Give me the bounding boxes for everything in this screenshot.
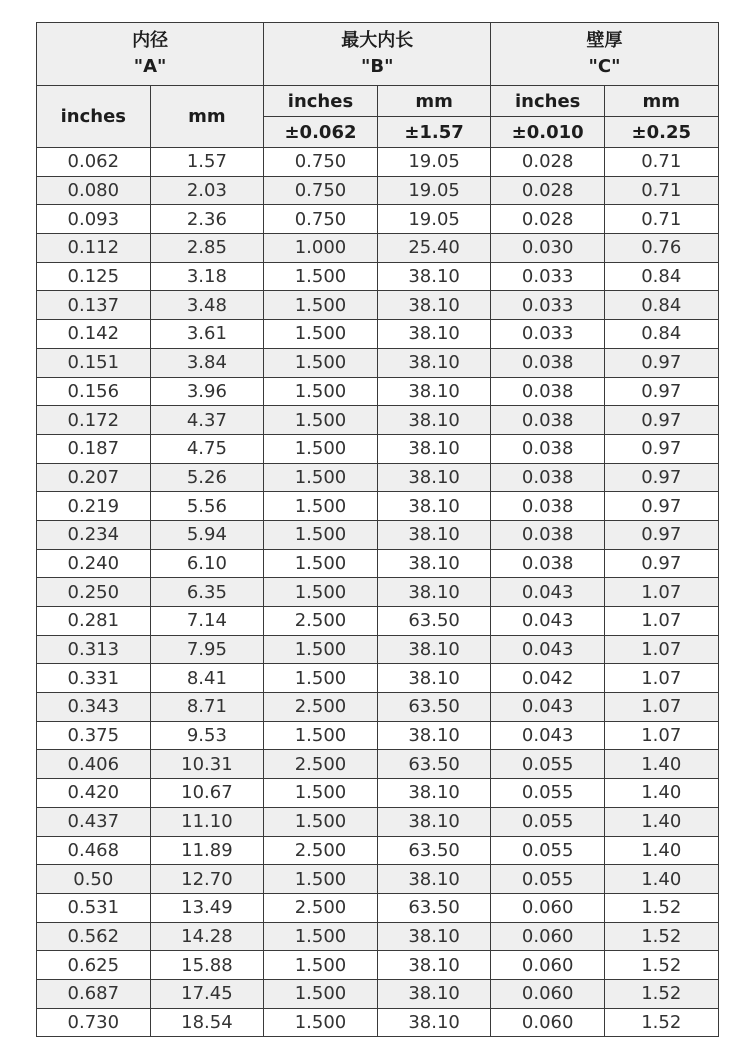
cell-c-inches: 0.030 [491,234,605,263]
table-row [37,262,719,291]
cell-b-inches: 2.500 [264,693,378,722]
cell-b-mm: 63.50 [377,750,491,779]
cell-b-inches: 1.500 [264,979,378,1008]
table-row [37,779,719,808]
unit-header-b-inches: inches [264,86,378,117]
cell-c-inches: 0.038 [491,406,605,435]
cell-c-inches: 0.043 [491,721,605,750]
cell-a-inches: 0.207 [37,463,151,492]
cell-c-mm: 1.40 [604,779,718,808]
table-row [37,492,719,521]
cell-b-mm: 38.10 [377,979,491,1008]
cell-b-mm: 38.10 [377,578,491,607]
cell-a-mm: 3.84 [150,348,264,377]
cell-c-mm: 0.97 [604,377,718,406]
cell-b-inches: 1.500 [264,434,378,463]
cell-c-inches: 0.055 [491,865,605,894]
cell-a-mm: 5.94 [150,520,264,549]
cell-a-inches: 0.250 [37,578,151,607]
table-row [37,291,719,320]
table-row [37,463,719,492]
cell-a-mm: 12.70 [150,865,264,894]
table-row [37,205,719,234]
table-row [37,176,719,205]
cell-c-mm: 1.52 [604,1008,718,1037]
cell-a-mm: 7.14 [150,607,264,636]
cell-c-mm: 0.97 [604,434,718,463]
table-row [37,234,719,263]
group-header-row [37,23,719,86]
cell-c-inches: 0.043 [491,693,605,722]
cell-c-inches: 0.038 [491,520,605,549]
cell-c-mm: 1.07 [604,721,718,750]
cell-b-inches: 0.750 [264,148,378,177]
cell-a-mm: 3.48 [150,291,264,320]
cell-a-inches: 0.080 [37,176,151,205]
cell-b-mm: 38.10 [377,807,491,836]
cell-b-inches: 1.500 [264,291,378,320]
cell-a-mm: 10.31 [150,750,264,779]
unit-header-b-mm: mm [377,86,491,117]
cell-b-mm: 38.10 [377,635,491,664]
table-row [37,750,719,779]
cell-b-mm: 38.10 [377,549,491,578]
cell-c-inches: 0.038 [491,377,605,406]
cell-c-inches: 0.043 [491,635,605,664]
cell-c-mm: 0.71 [604,176,718,205]
cell-b-inches: 1.500 [264,807,378,836]
cell-a-mm: 15.88 [150,951,264,980]
cell-b-mm: 19.05 [377,205,491,234]
cell-b-mm: 38.10 [377,463,491,492]
cell-a-inches: 0.420 [37,779,151,808]
cell-b-inches: 1.500 [264,377,378,406]
cell-a-inches: 0.187 [37,434,151,463]
cell-a-inches: 0.156 [37,377,151,406]
cell-c-mm: 1.07 [604,607,718,636]
cell-b-mm: 63.50 [377,836,491,865]
table-row [37,836,719,865]
cell-a-mm: 2.36 [150,205,264,234]
cell-a-mm: 3.18 [150,262,264,291]
cell-c-mm: 0.97 [604,520,718,549]
table-row [37,721,719,750]
cell-c-inches: 0.038 [491,463,605,492]
cell-b-inches: 1.500 [264,320,378,349]
cell-b-inches: 1.500 [264,865,378,894]
cell-b-inches: 1.500 [264,635,378,664]
cell-b-inches: 1.500 [264,463,378,492]
cell-a-mm: 11.10 [150,807,264,836]
table-row [37,578,719,607]
cell-b-mm: 25.40 [377,234,491,263]
table-row [37,951,719,980]
unit-header-a-inches: inches [37,86,151,148]
cell-c-mm: 1.07 [604,578,718,607]
cell-a-inches: 0.151 [37,348,151,377]
cell-b-inches: 1.500 [264,549,378,578]
cell-b-mm: 38.10 [377,779,491,808]
cell-a-inches: 0.730 [37,1008,151,1037]
cell-a-inches: 0.331 [37,664,151,693]
cell-c-mm: 1.40 [604,865,718,894]
unit-header-c-inches: inches [491,86,605,117]
cell-a-mm: 3.96 [150,377,264,406]
tolerance-c-mm: ±0.25 [604,117,718,148]
cell-c-inches: 0.055 [491,836,605,865]
cell-a-inches: 0.375 [37,721,151,750]
table-row [37,320,719,349]
cell-b-mm: 38.10 [377,664,491,693]
cell-a-inches: 0.406 [37,750,151,779]
cell-a-mm: 17.45 [150,979,264,1008]
cell-c-mm: 0.71 [604,205,718,234]
cell-c-inches: 0.033 [491,291,605,320]
cell-c-mm: 1.40 [604,836,718,865]
group-header-wall-thickness [491,23,718,86]
cell-b-inches: 1.500 [264,721,378,750]
cell-b-mm: 38.10 [377,865,491,894]
cell-a-mm: 5.26 [150,463,264,492]
cell-b-mm: 38.10 [377,520,491,549]
cell-b-inches: 2.500 [264,836,378,865]
cell-b-mm: 38.10 [377,406,491,435]
table-row [37,893,719,922]
cell-a-mm: 10.67 [150,779,264,808]
cell-c-mm: 1.52 [604,922,718,951]
cell-b-inches: 2.500 [264,750,378,779]
cell-b-inches: 1.500 [264,492,378,521]
table-row [37,979,719,1008]
cell-c-inches: 0.028 [491,176,605,205]
cell-c-mm: 1.52 [604,893,718,922]
cell-b-inches: 1.500 [264,520,378,549]
cell-a-mm: 4.37 [150,406,264,435]
table-row [37,148,719,177]
table-row [37,377,719,406]
cell-b-inches: 1.500 [264,406,378,435]
cell-c-inches: 0.060 [491,922,605,951]
cell-a-mm: 6.35 [150,578,264,607]
cell-a-mm: 4.75 [150,434,264,463]
group-name: 最大内长 [341,30,414,51]
cell-b-inches: 1.500 [264,922,378,951]
cell-b-mm: 63.50 [377,693,491,722]
group-header-inner-diameter [37,23,264,86]
tolerance-c-inches: ±0.010 [491,117,605,148]
cell-c-mm: 1.40 [604,750,718,779]
group-name: 壁厚 [586,30,623,51]
cell-b-mm: 38.10 [377,348,491,377]
cell-c-inches: 0.055 [491,779,605,808]
cell-b-mm: 38.10 [377,291,491,320]
unit-header-a-mm: mm [150,86,264,148]
cell-a-mm: 9.53 [150,721,264,750]
cell-b-mm: 38.10 [377,377,491,406]
cell-c-mm: 1.52 [604,979,718,1008]
cell-c-mm: 1.07 [604,693,718,722]
cell-b-mm: 38.10 [377,320,491,349]
cell-c-inches: 0.060 [491,893,605,922]
table-row [37,348,719,377]
cell-c-mm: 0.84 [604,262,718,291]
cell-b-inches: 1.500 [264,578,378,607]
cell-b-mm: 38.10 [377,262,491,291]
cell-c-mm: 1.07 [604,664,718,693]
tolerance-b-inches: ±0.062 [264,117,378,148]
unit-header-c-mm: mm [604,86,718,117]
cell-c-inches: 0.033 [491,320,605,349]
cell-c-inches: 0.055 [491,807,605,836]
cell-a-mm: 13.49 [150,893,264,922]
cell-c-mm: 1.52 [604,951,718,980]
cell-a-inches: 0.531 [37,893,151,922]
cell-c-inches: 0.055 [491,750,605,779]
cell-a-inches: 0.50 [37,865,151,894]
cell-a-inches: 0.172 [37,406,151,435]
table-header [37,23,719,148]
cell-c-inches: 0.043 [491,578,605,607]
cell-c-mm: 0.97 [604,549,718,578]
cell-c-mm: 0.71 [604,148,718,177]
cell-a-mm: 5.56 [150,492,264,521]
cell-a-mm: 11.89 [150,836,264,865]
cell-a-inches: 0.234 [37,520,151,549]
cell-b-mm: 63.50 [377,893,491,922]
cell-a-inches: 0.625 [37,951,151,980]
table-body [37,148,719,1037]
table-row [37,865,719,894]
tube-dimensions-table [36,22,719,1037]
cell-b-inches: 0.750 [264,176,378,205]
cell-c-inches: 0.060 [491,979,605,1008]
cell-a-inches: 0.687 [37,979,151,1008]
cell-c-inches: 0.038 [491,549,605,578]
group-code: "C" [588,56,621,77]
cell-c-inches: 0.038 [491,434,605,463]
cell-b-inches: 1.000 [264,234,378,263]
table-row [37,922,719,951]
table-row [37,549,719,578]
cell-a-inches: 0.281 [37,607,151,636]
cell-a-inches: 0.562 [37,922,151,951]
cell-b-mm: 38.10 [377,721,491,750]
cell-c-mm: 0.84 [604,320,718,349]
tolerance-b-mm: ±1.57 [377,117,491,148]
cell-b-inches: 1.500 [264,348,378,377]
group-name: 内径 [132,30,169,51]
table-row [37,635,719,664]
cell-b-mm: 63.50 [377,607,491,636]
cell-c-inches: 0.043 [491,607,605,636]
cell-a-mm: 3.61 [150,320,264,349]
cell-a-inches: 0.112 [37,234,151,263]
cell-b-mm: 38.10 [377,492,491,521]
cell-c-inches: 0.028 [491,148,605,177]
group-header-max-inner-length [264,23,491,86]
cell-b-inches: 1.500 [264,1008,378,1037]
table-row [37,664,719,693]
cell-b-inches: 2.500 [264,607,378,636]
cell-a-mm: 18.54 [150,1008,264,1037]
cell-a-mm: 7.95 [150,635,264,664]
cell-c-inches: 0.033 [491,262,605,291]
cell-b-mm: 19.05 [377,148,491,177]
cell-a-mm: 2.03 [150,176,264,205]
table-row [37,406,719,435]
cell-b-inches: 1.500 [264,664,378,693]
cell-a-inches: 0.093 [37,205,151,234]
cell-a-inches: 0.437 [37,807,151,836]
spec-table-container [36,22,718,1037]
cell-b-mm: 38.10 [377,922,491,951]
cell-a-inches: 0.343 [37,693,151,722]
cell-a-mm: 2.85 [150,234,264,263]
cell-c-mm: 0.97 [604,406,718,435]
cell-c-inches: 0.042 [491,664,605,693]
cell-b-mm: 38.10 [377,1008,491,1037]
table-row [37,434,719,463]
cell-c-inches: 0.028 [491,205,605,234]
cell-a-inches: 0.142 [37,320,151,349]
cell-a-inches: 0.125 [37,262,151,291]
cell-c-mm: 0.84 [604,291,718,320]
cell-a-mm: 6.10 [150,549,264,578]
cell-a-inches: 0.313 [37,635,151,664]
cell-a-inches: 0.219 [37,492,151,521]
cell-a-inches: 0.062 [37,148,151,177]
cell-a-mm: 1.57 [150,148,264,177]
unit-header-row [37,86,719,117]
group-code: "B" [361,56,394,77]
cell-b-mm: 38.10 [377,951,491,980]
cell-c-mm: 0.97 [604,348,718,377]
cell-a-inches: 0.468 [37,836,151,865]
cell-a-inches: 0.137 [37,291,151,320]
group-code: "A" [133,56,167,77]
cell-b-mm: 38.10 [377,434,491,463]
table-row [37,1008,719,1037]
table-row [37,607,719,636]
cell-c-inches: 0.038 [491,492,605,521]
cell-c-mm: 0.97 [604,463,718,492]
cell-b-inches: 1.500 [264,262,378,291]
cell-b-inches: 0.750 [264,205,378,234]
cell-c-mm: 0.76 [604,234,718,263]
cell-a-mm: 8.41 [150,664,264,693]
cell-b-mm: 19.05 [377,176,491,205]
cell-c-mm: 1.40 [604,807,718,836]
cell-b-inches: 2.500 [264,893,378,922]
cell-c-inches: 0.060 [491,1008,605,1037]
cell-a-mm: 14.28 [150,922,264,951]
cell-b-inches: 1.500 [264,779,378,808]
cell-c-mm: 0.97 [604,492,718,521]
cell-c-inches: 0.038 [491,348,605,377]
cell-b-inches: 1.500 [264,951,378,980]
cell-a-mm: 8.71 [150,693,264,722]
cell-c-inches: 0.060 [491,951,605,980]
table-row [37,693,719,722]
cell-c-mm: 1.07 [604,635,718,664]
cell-a-inches: 0.240 [37,549,151,578]
table-row [37,807,719,836]
table-row [37,520,719,549]
